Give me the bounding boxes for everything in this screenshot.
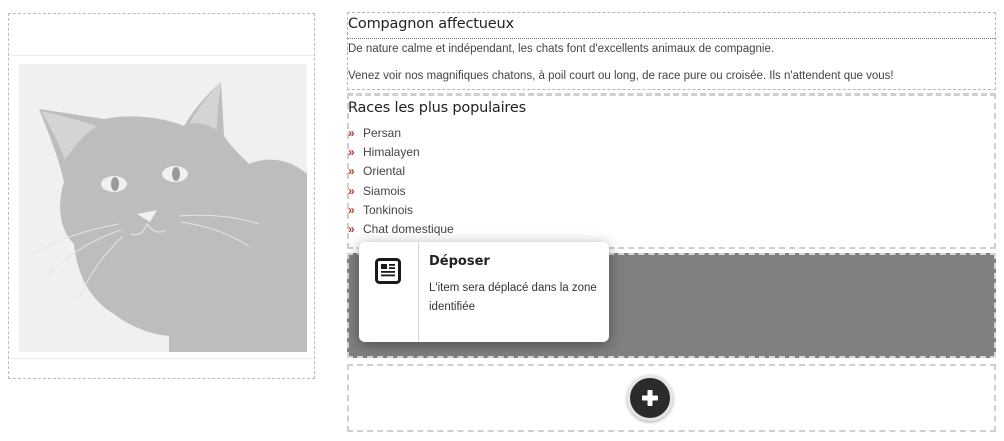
list-item: [348, 220, 454, 239]
breed-list: [348, 124, 454, 239]
list-item: [348, 124, 454, 143]
bullet-icon: »: [348, 164, 355, 179]
list-item: [348, 143, 454, 162]
cat-image[interactable]: [19, 64, 307, 352]
tooltip-icon-column: [359, 242, 419, 342]
bullet-icon: »: [348, 202, 355, 217]
breed-label: Persan: [363, 126, 402, 140]
plus-icon: [640, 388, 660, 408]
list-item: [348, 162, 454, 181]
bullet-icon: »: [348, 126, 355, 140]
bullet-icon: »: [348, 221, 355, 236]
zone-divider: [9, 358, 314, 359]
breed-label: Siamois: [363, 183, 406, 198]
tooltip-title: Déposer: [429, 254, 490, 269]
tooltip-text: L'item sera déplacé dans la zone identifiée: [429, 282, 597, 313]
list-item: [348, 182, 454, 201]
image-zone[interactable]: [8, 13, 315, 379]
paragraph: Venez voir nos magnifiques chatons, à poil court ou long, de race pure ou croisée. Ils n'attendent que vous!: [348, 70, 894, 82]
paragraph: De nature calme et indépendant, les chats font d'excellents animaux de compagnie.: [348, 43, 775, 55]
drop-tooltip: [359, 242, 609, 342]
breed-label: Tonkinois: [363, 202, 414, 217]
zone-divider: [9, 55, 314, 56]
bullet-icon: »: [348, 145, 355, 160]
cat-silhouette-icon: [19, 64, 307, 352]
section-title: Compagnon affectueux: [348, 16, 514, 32]
breed-label: Chat domestique: [363, 221, 454, 236]
breed-label: Himalayen: [363, 145, 420, 160]
bullet-icon: »: [348, 183, 355, 198]
list-item: [348, 201, 454, 220]
document-icon: [375, 258, 401, 284]
add-button[interactable]: [627, 375, 673, 421]
list-title: Races les plus populaires: [348, 100, 526, 116]
breed-label: Oriental: [363, 164, 406, 179]
